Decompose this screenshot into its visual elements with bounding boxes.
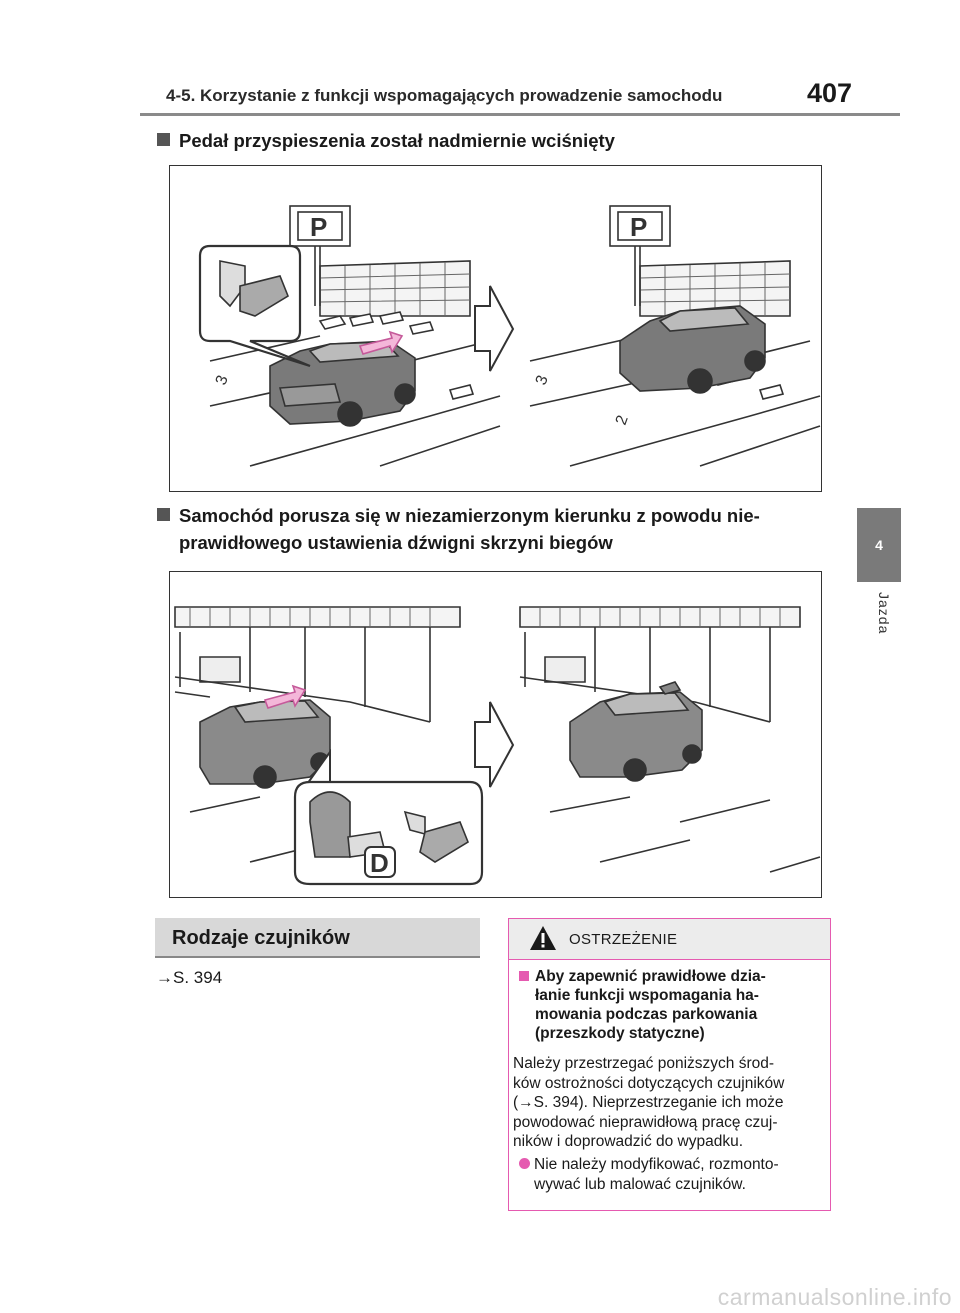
square-bullet-icon [157,508,170,521]
chapter-tab-label: Jazda [876,592,892,635]
bullet-dot-icon [519,1158,530,1169]
figure-wrong-gear [169,571,822,898]
chapter-title: 4-5. Korzystanie z funkcji wspomagających prowadzenie samochodu [166,86,723,105]
warning-body-text: Należy przestrzegać poniższych środ- ków ostrożności dotyczących czujników (→S. 394). Nieprzestrzeganie ich może powodować nieprawidłową pracę czuj- ników i doprowadzić do wypadku. [513,1055,785,1150]
square-bullet-icon [519,971,529,981]
page-reference-link[interactable]: →S. 394 [156,968,223,987]
parking-sign-letter: P [310,212,328,242]
header-divider [140,113,900,116]
sensors-section-divider [155,956,480,958]
gear-label: D [370,848,389,878]
warning-box [508,918,831,1211]
section-title-accelerator: Pedał przyspieszenia został nadmiernie wciśnięty [157,127,615,154]
warning-bullet-item: Nie należy modyfikować, rozmonto- wywać lub malować czujników. [519,1155,819,1194]
slot-label-2: 2 [612,413,632,428]
slot-label-3: 3 [532,373,552,388]
footer-watermark: carmanualsonline.info [717,1284,952,1310]
warning-triangle-icon [529,925,557,951]
figure-accelerator-overpressed [169,165,822,492]
square-bullet-icon [157,133,170,146]
svg-text:3: 3 [212,373,232,388]
warning-header-label: OSTRZEŻENIE [569,931,678,948]
chapter-tab-number: 4 [875,537,883,553]
chapter-tab[interactable] [857,508,901,582]
warning-header [509,919,830,960]
sensors-section-title: Rodzaje czujników [155,918,480,958]
svg-text:P: P [630,212,648,242]
warning-subtitle: Aby zapewnić prawidłowe dzia- łanie funkcji wspomagania ha- mowania podczas parkowania (przeszkody statyczne) [519,967,819,1043]
page-number: 407 [806,78,852,108]
section-title-gear: Samochód porusza się w niezamierzonym kierunku z powodu nie- prawidłowego ustawienia dźwigni skrzyni biegów [157,502,760,556]
page-header [140,78,900,114]
